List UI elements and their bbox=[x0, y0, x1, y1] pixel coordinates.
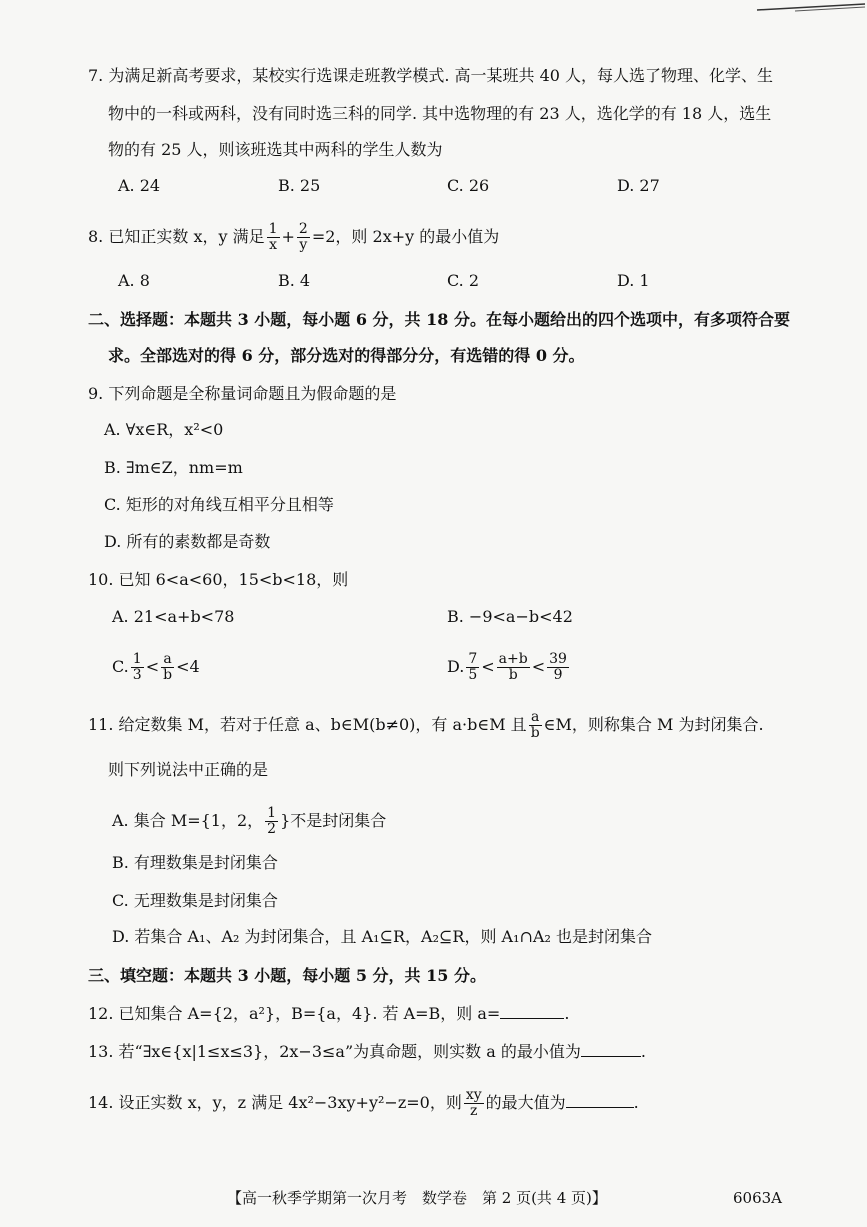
q10-d-frac-1 bbox=[466, 652, 479, 683]
q10-d-frac-3 bbox=[547, 652, 569, 683]
q14-fraction bbox=[464, 1088, 484, 1119]
q11-stem bbox=[88, 710, 764, 741]
q10-option-d bbox=[447, 652, 571, 683]
q10-option-c bbox=[112, 652, 200, 683]
q10-d-f3-den: 9 bbox=[553, 667, 563, 683]
q14-post: 的最大值为 bbox=[485, 1093, 566, 1112]
q14-pre: 14. 设正实数 x，y，z 满足 4x²−3xy+y²−z=0，则 bbox=[88, 1093, 462, 1112]
q10-d-lt-1: < bbox=[481, 657, 495, 676]
q7-option-c: C. 26 bbox=[447, 176, 490, 195]
q10-c-tail: <4 bbox=[176, 657, 200, 676]
q11-a-f-num: 1 bbox=[267, 805, 277, 821]
q7-line1: 7. 为满足新高考要求，某校实行选课走班教学模式. 高一某班共 40 人，每人选了物理、化学、生 bbox=[88, 66, 774, 85]
q11-a-fraction bbox=[265, 806, 278, 837]
q10-option-b: B. −9<a−b<42 bbox=[447, 607, 573, 626]
q10-c-frac-1 bbox=[131, 652, 144, 683]
q10-d-lt-2: < bbox=[531, 657, 546, 676]
q10-c-f2-num: a bbox=[161, 652, 174, 668]
q11-option-b: B. 有理数集是封闭集合 bbox=[112, 853, 278, 872]
q9-option-c: C. 矩形的对角线互相平分且相等 bbox=[104, 495, 334, 514]
q9-stem: 9. 下列命题是全称量词命题且为假命题的是 bbox=[88, 384, 397, 403]
q10-d-frac-2 bbox=[497, 652, 530, 683]
q11-a-pre: A. 集合 M={1，2， bbox=[112, 811, 264, 830]
section-2-heading: 二、选择题：本题共 3 小题，每小题 6 分，共 18 分。在每小题给出的四个选项中，有多项符合要 bbox=[88, 310, 790, 329]
q10-d-label: D. bbox=[447, 657, 465, 676]
q11-fraction bbox=[529, 710, 542, 741]
q13-stem bbox=[88, 1042, 646, 1062]
q10-d-f2-den: b bbox=[508, 667, 518, 683]
q10-c-f1-num: 1 bbox=[132, 651, 142, 667]
q13-end: . bbox=[640, 1042, 646, 1061]
q9-option-b: B. ∃m∈Z，nm=m bbox=[104, 458, 243, 477]
q8-f2-num: 2 bbox=[298, 221, 308, 237]
q11-option-d: D. 若集合 A₁、A₂ 为封闭集合，且 A₁⊆R，A₂⊆R，则 A₁∩A₂ 也是封闭集合 bbox=[112, 927, 652, 946]
q14-stem bbox=[88, 1088, 639, 1119]
q10-c-lt: < bbox=[145, 657, 160, 676]
q11-f-num: a bbox=[529, 710, 542, 726]
q10-c-f2-den: b bbox=[163, 667, 173, 683]
footer-title: 【高一秋季学期第一次月考 数学卷 第 2 页(共 4 页)】 bbox=[227, 1189, 607, 1207]
q14-f-den: z bbox=[470, 1103, 478, 1119]
q8-f2-den: y bbox=[299, 237, 308, 253]
q7-option-d: D. 27 bbox=[617, 176, 660, 195]
q7-option-a: A. 24 bbox=[118, 176, 161, 195]
q12-stem bbox=[88, 1004, 569, 1024]
q10-c-frac-2 bbox=[161, 652, 174, 683]
q8-option-b: B. 4 bbox=[278, 271, 311, 290]
q11-stem-pre: 11. 给定数集 M，若对于任意 a、b∈M(b≠0)，有 a·b∈M 且 bbox=[88, 715, 527, 734]
q12-text: 12. 已知集合 A={2，a²}，B={a，4}. 若 A=B，则 a= bbox=[88, 1004, 501, 1023]
q11-a-f-den: 2 bbox=[267, 821, 277, 837]
q11-option-a bbox=[112, 806, 386, 837]
q12-end: . bbox=[564, 1004, 570, 1023]
q10-c-label: C. bbox=[112, 657, 129, 676]
q8-fraction-2 bbox=[297, 222, 310, 253]
q10-option-a: A. 21<a+b<78 bbox=[112, 607, 235, 626]
q9-option-d: D. 所有的素数都是奇数 bbox=[104, 532, 271, 551]
section-3-heading: 三、填空题：本题共 3 小题，每小题 5 分，共 15 分。 bbox=[88, 966, 486, 985]
q8-suffix: =2，则 2x+y 的最小值为 bbox=[311, 227, 500, 246]
q11-f-den: b bbox=[530, 725, 540, 741]
q11-line2: 则下列说法中正确的是 bbox=[108, 760, 269, 779]
q8-prefix: 8. 已知正实数 x，y 满足 bbox=[88, 227, 265, 246]
q10-d-f3-num: 39 bbox=[549, 651, 567, 667]
q14-end: . bbox=[633, 1093, 639, 1112]
q8-fraction-1 bbox=[267, 222, 280, 253]
q11-a-post: }不是封闭集合 bbox=[280, 811, 387, 830]
q14-answer-blank[interactable] bbox=[566, 1093, 634, 1108]
q8-option-a: A. 8 bbox=[118, 271, 150, 290]
q13-answer-blank[interactable] bbox=[581, 1042, 641, 1057]
q7-option-b: B. 25 bbox=[278, 176, 321, 195]
q11-stem-post: ∈M，则称集合 M 为封闭集合. bbox=[543, 715, 764, 734]
q9-option-a: A. ∀x∈R，x²<0 bbox=[104, 420, 224, 439]
section-2-instructions: 求。全部选对的得 6 分，部分选对的得部分分，有选错的得 0 分。 bbox=[108, 346, 585, 365]
q8-option-c: C. 2 bbox=[447, 271, 480, 290]
q7-line2: 物中的一科或两科，没有同时选三科的同学. 其中选物理的有 23 人，选化学的有 18 人，选生 bbox=[108, 104, 772, 123]
footer-code: 6063A bbox=[733, 1189, 783, 1207]
q10-d-f1-num: 7 bbox=[468, 651, 478, 667]
q10-c-f1-den: 3 bbox=[132, 667, 142, 683]
q14-f-num: xy bbox=[465, 1087, 482, 1103]
q8-stem bbox=[88, 222, 499, 253]
q8-option-d: D. 1 bbox=[617, 271, 650, 290]
q7-line3: 物的有 25 人，则该班选其中两科的学生人数为 bbox=[108, 140, 443, 159]
q10-d-f1-den: 5 bbox=[468, 667, 478, 683]
q8-f1-num: 1 bbox=[268, 221, 278, 237]
scan-corner-mark bbox=[755, 2, 867, 12]
q11-option-c: C. 无理数集是封闭集合 bbox=[112, 891, 278, 910]
q8-f1-den: x bbox=[269, 237, 277, 253]
q10-stem: 10. 已知 6<a<60，15<b<18，则 bbox=[88, 570, 349, 589]
q13-text: 13. 若“∃x∈{x|1≤x≤3}，2x−3≤a”为真命题，则实数 a 的最小值为 bbox=[88, 1042, 581, 1061]
q10-d-f2-num: a+b bbox=[498, 651, 528, 667]
q12-answer-blank[interactable] bbox=[500, 1004, 564, 1019]
q8-plus: + bbox=[281, 227, 295, 246]
